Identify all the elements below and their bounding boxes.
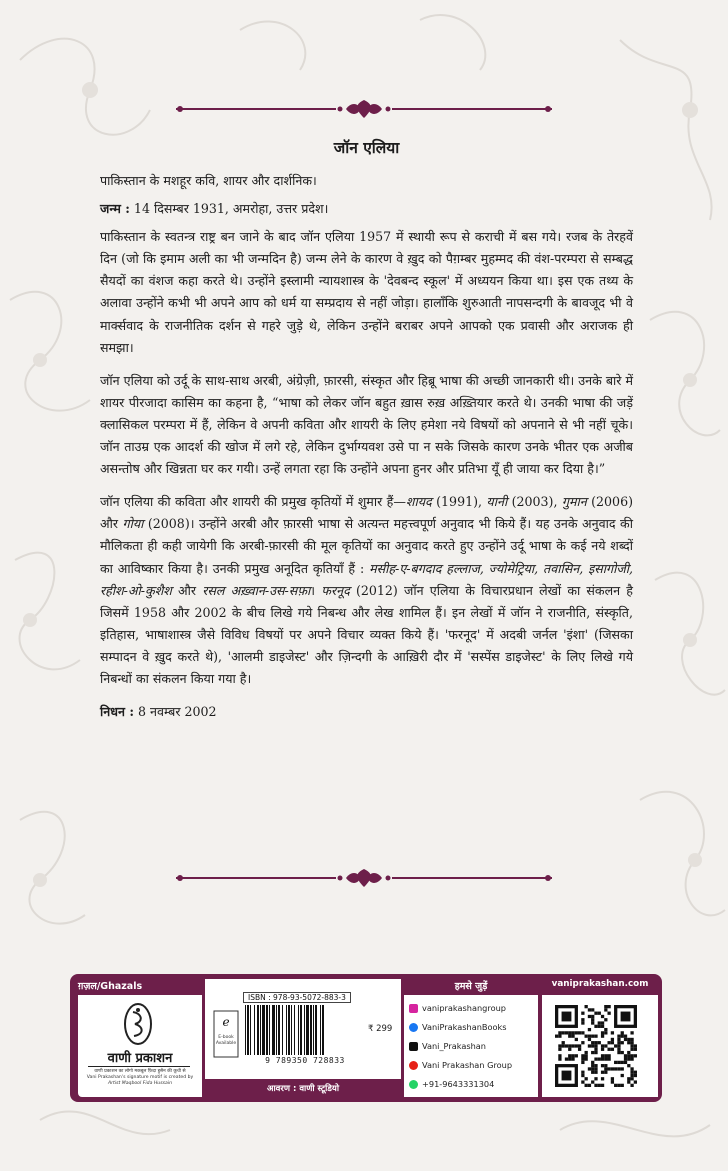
qr-module: [591, 1071, 594, 1074]
publisher-note-english: Vani Prakashan's signature motif is created by: [86, 1075, 194, 1080]
qr-module: [581, 1012, 584, 1015]
publisher-note-hindi: वाणी प्रकाशन का लोगो मकबूल फ़िदा हुसैन की कूची से: [94, 1069, 186, 1074]
qr-module: [621, 1084, 624, 1087]
qr-module: [621, 1074, 624, 1077]
social-youtube[interactable]: [409, 1058, 512, 1072]
qr-module: [594, 1084, 597, 1087]
text-run: (2008)। उन्होंने अरबी और फ़ारसी भाषा से अत्यन्त महत्त्वपूर्ण अनुवाद भी किये हैं। यह उनके अनुवाद की मौलिकता ही कही जायेगी कि अरबी-फ़ारसी की मूल कृतियों का अनुवाद करते हुए उन्होंने उर्दू भाषा के कई नये शब्दों का आविष्कार किया है। उनकी प्रमुख अनूदित कृतियाँ हैं :: [100, 516, 633, 576]
qr-module: [611, 1038, 614, 1041]
qr-module: [601, 1021, 604, 1024]
text-run: (1991),: [431, 494, 487, 510]
text-run: ।: [310, 582, 322, 598]
qr-module: [594, 1044, 597, 1047]
qr-module: [585, 1077, 588, 1080]
qr-module: [617, 1048, 620, 1051]
qr-module: [562, 1044, 565, 1047]
qr-module: [630, 1048, 633, 1051]
qr-module: [558, 1035, 561, 1038]
qr-module: [604, 1031, 607, 1034]
qr-module: [578, 1031, 581, 1034]
qr-module: [601, 1015, 604, 1018]
work-title: गोया: [122, 516, 144, 532]
barcode-bar: [257, 1005, 259, 1055]
qr-module: [604, 1057, 607, 1060]
qr-module: [627, 1051, 630, 1054]
qr-module: [588, 1044, 591, 1047]
qr-module: [581, 1041, 584, 1044]
qr-module: [565, 1031, 568, 1034]
qr-module: [558, 1054, 561, 1057]
biography-paragraph-1: पाकिस्तान के स्वतन्त्र राष्ट्र बन जाने के बाद जॉन एलिया 1957 में स्थायी रूप से कराची में बस गये। रजब के तेरहवें दिन (जो कि इमाम अली का भी जन्मदिन है) जन्म लेने के कारण वे ख़ुद को पैग़म्बर मुहम्मद की वंश-परम्परा से सम्बद्ध सैयदों का वंशज कहा करते थे। उन्होंने इस्लामी न्यायशास्त्र के 'देवबन्द स्कूल' में अध्ययन किया था। इस एक तथ्य के अलावा उन्होंने कभी भी अपने आप को धर्म या सम्प्रदाय से नहीं जोड़ा। हालाँकि शुरुआती नापसन्दगी के बावजूद भी वे मार्क्सवाद के राजनीतिक दर्शन से गहरे जुड़े थे, लेकिन उन्होंने बराबर अपने आपको एक प्रवासी और अराजक ही समझा।: [100, 229, 633, 355]
qr-module: [588, 1038, 591, 1041]
qr-module: [621, 1031, 624, 1034]
birth-line: [100, 198, 633, 220]
qr-module: [581, 1057, 584, 1060]
qr-module: [585, 1084, 588, 1087]
qr-module: [617, 1041, 620, 1044]
category-label: ग़ज़ल/Ghazals: [78, 981, 143, 992]
qr-module: [627, 1080, 630, 1083]
qr-module: [621, 1041, 624, 1044]
qr-module: [565, 1044, 568, 1047]
qr-module: [611, 1080, 614, 1083]
qr-module: [601, 1077, 604, 1080]
isbn-label: ISBN : 978-93-5072-883-3: [243, 992, 351, 1003]
qr-module: [607, 1041, 610, 1044]
qr-module: [591, 1044, 594, 1047]
qr-module: [617, 1084, 620, 1087]
qr-module: [611, 1077, 614, 1080]
qr-module: [568, 1035, 571, 1038]
publisher-artist: Artist Maqbool Fida Hussain: [108, 1081, 172, 1086]
qr-module: [601, 1057, 604, 1060]
qr-module: [617, 1044, 620, 1047]
svg-text:E-book: E-book: [218, 1035, 234, 1040]
qr-module: [585, 1057, 588, 1060]
qr-module: [594, 1071, 597, 1074]
barcode-bar: [298, 1005, 299, 1055]
qr-module: [558, 1048, 561, 1051]
whatsapp-icon: [409, 1080, 418, 1089]
qr-module: [555, 1035, 558, 1038]
barcode-bar: [304, 1005, 305, 1055]
barcode-bar: [288, 1005, 290, 1055]
qr-module: [614, 1061, 617, 1064]
barcode-bar: [282, 1005, 283, 1055]
qr-module: [598, 1021, 601, 1024]
birth-label: जन्म :: [100, 201, 130, 217]
qr-module: [598, 1012, 601, 1015]
qr-module: [585, 1054, 588, 1057]
qr-module: [621, 1067, 624, 1070]
facebook-icon: [409, 1023, 418, 1032]
qr-module: [607, 1005, 610, 1008]
publisher-name: वाणी प्रकाशन: [107, 1051, 173, 1066]
barcode-bar: [294, 1005, 295, 1055]
work-title: फरनूद: [321, 582, 350, 598]
qr-module: [594, 1051, 597, 1054]
qr-module: [565, 1057, 568, 1060]
qr-module: [594, 1048, 597, 1051]
qr-module: [581, 1061, 584, 1064]
qr-module: [601, 1084, 604, 1087]
qr-module: [630, 1057, 633, 1060]
barcode-bar: [310, 1005, 312, 1055]
price-label: ₹ 299: [368, 1024, 393, 1034]
qr-module: [562, 1031, 565, 1034]
isbn-barcode: [243, 1005, 367, 1055]
social-x[interactable]: [409, 1039, 486, 1053]
instagram-icon: [409, 1004, 418, 1013]
barcode-bar: [272, 1005, 275, 1055]
qr-module: [621, 1012, 631, 1022]
work-title: यानी: [486, 494, 508, 510]
qr-module: [585, 1051, 588, 1054]
qr-module: [591, 1015, 594, 1018]
social-handle: VaniPrakashanBooks: [422, 1022, 507, 1032]
qr-module: [630, 1067, 633, 1070]
qr-code-icon: [555, 1005, 637, 1087]
qr-module: [621, 1051, 624, 1054]
publisher-note: [80, 1069, 200, 1087]
work-title: रसल अख़्वान-उस-सफ़ा: [202, 582, 311, 598]
qr-module: [627, 1064, 630, 1067]
qr-module: [588, 1035, 591, 1038]
qr-module: [601, 1054, 604, 1057]
qr-module: [630, 1084, 633, 1087]
work-title: शायद: [405, 494, 432, 510]
qr-module: [614, 1084, 617, 1087]
qr-module: [568, 1054, 571, 1057]
qr-module: [571, 1035, 574, 1038]
qr-module: [627, 1057, 630, 1060]
qr-module: [571, 1044, 574, 1047]
qr-module: [634, 1071, 637, 1074]
qr-module: [571, 1031, 574, 1034]
qr-module: [594, 1077, 597, 1080]
qr-module: [588, 1084, 591, 1087]
qr-module: [627, 1041, 630, 1044]
qr-module: [611, 1048, 614, 1051]
qr-module: [581, 1018, 584, 1021]
qr-module: [588, 1008, 591, 1011]
qr-module: [601, 1031, 604, 1034]
qr-module: [591, 1064, 594, 1067]
social-handle: vaniprakashangroup: [422, 1003, 506, 1013]
qr-module: [621, 1035, 624, 1038]
qr-module: [634, 1054, 637, 1057]
qr-module: [594, 1025, 597, 1028]
death-line: [100, 701, 633, 723]
qr-module: [604, 1044, 607, 1047]
qr-module: [575, 1031, 578, 1034]
barcode-bar: [247, 1005, 249, 1055]
qr-module: [607, 1057, 610, 1060]
qr-module: [581, 1054, 584, 1057]
x-icon: [409, 1042, 418, 1051]
logo-divider: [88, 1066, 190, 1067]
top-ornament: [176, 98, 552, 120]
qr-module: [624, 1054, 627, 1057]
qr-module: [630, 1044, 633, 1047]
qr-module: [591, 1035, 594, 1038]
qr-module: [581, 1071, 584, 1074]
qr-module: [594, 1035, 597, 1038]
website-link[interactable]: vaniprakashan.com: [551, 979, 649, 989]
qr-module: [558, 1057, 561, 1060]
qr-module: [591, 1041, 594, 1044]
social-handle: Vani Prakashan Group: [422, 1060, 513, 1070]
intro-line: पाकिस्तान के मशहूर कवि, शायर और दार्शनिक।: [100, 173, 317, 188]
qr-module: [581, 1080, 584, 1083]
qr-module: [614, 1067, 617, 1070]
qr-module: [630, 1031, 633, 1034]
qr-module: [604, 1028, 607, 1031]
qr-module: [568, 1031, 571, 1034]
qr-module: [562, 1071, 572, 1081]
barcode-bar: [262, 1005, 265, 1055]
qr-module: [617, 1067, 620, 1070]
qr-module: [630, 1038, 633, 1041]
qr-module: [627, 1054, 630, 1057]
social-handle: Vani_Prakashan: [422, 1041, 486, 1051]
qr-module: [624, 1035, 627, 1038]
qr-module: [634, 1074, 637, 1077]
qr-module: [617, 1038, 620, 1041]
biography-section: [100, 136, 633, 734]
work-title: मसीह-ए-बगदाद हल्लाज, ज्योमेट्रिया, तवासिन, इसागोजी, रहीश-ओ-कुशैश: [100, 560, 634, 598]
barcode-bar: [291, 1005, 292, 1055]
qr-module: [588, 1067, 591, 1070]
barcode-bar: [260, 1005, 261, 1055]
qr-module: [634, 1048, 637, 1051]
qr-module: [630, 1077, 633, 1080]
qr-module: [601, 1048, 604, 1051]
qr-module: [594, 1067, 597, 1070]
bottom-ornament: [176, 867, 552, 889]
qr-module: [621, 1061, 624, 1064]
qr-module: [591, 1008, 594, 1011]
barcode-bar: [278, 1005, 280, 1055]
text-run: (2012) जॉन एलिया के विचारप्रधान लेखों का संकलन है जिसमें 1958 और 2002 के बीच लिखे गये निबन्ध और लेख शामिल हैं। इन लेखों में जॉन ने राजनीति, संस्कृति, इतिहास, भाषाशास्त्र जैसे विविध विषयों पर अपने विचार व्यक्त किये हैं। 'फरनूद' में अदबी जर्नल 'इंशा' (जिसका सम्पादन वे ख़ुद करते थे), 'आलमी डाइजेस्ट' और ज़िन्दगी के आख़िरी दौर में 'सस्पेंस डाइजेस्ट' के लिए लिखे गये निबन्धों का संकलन किया गया है।: [100, 582, 633, 686]
qr-module: [575, 1044, 578, 1047]
youtube-icon: [409, 1061, 418, 1070]
qr-module: [604, 1067, 607, 1070]
qr-module: [617, 1061, 620, 1064]
qr-module: [601, 1035, 604, 1038]
barcode-number: 9 789350 728833: [265, 1056, 345, 1065]
connect-heading: हमसे जुड़ें: [454, 981, 488, 992]
qr-module: [588, 1015, 591, 1018]
qr-module: [598, 1084, 601, 1087]
svg-text:e: e: [222, 1015, 230, 1029]
qr-module: [607, 1012, 610, 1015]
qr-module: [630, 1071, 633, 1074]
qr-module: [634, 1044, 637, 1047]
qr-module: [598, 1025, 601, 1028]
social-whatsapp[interactable]: [409, 1077, 494, 1091]
qr-module: [558, 1031, 561, 1034]
qr-module: [601, 1025, 604, 1028]
qr-module: [614, 1044, 617, 1047]
qr-module: [627, 1077, 630, 1080]
qr-module: [598, 1057, 601, 1060]
text-run: (2003),: [507, 494, 562, 510]
qr-module: [585, 1005, 588, 1008]
qr-module: [581, 1021, 584, 1024]
qr-module: [617, 1035, 620, 1038]
qr-module: [575, 1054, 578, 1057]
qr-module: [578, 1048, 581, 1051]
qr-module: [611, 1067, 614, 1070]
social-handle: +91-9643331304: [422, 1079, 495, 1089]
qr-module: [601, 1064, 604, 1067]
barcode-bar: [266, 1005, 268, 1055]
social-facebook[interactable]: [409, 1020, 507, 1034]
qr-module: [624, 1038, 627, 1041]
qr-module: [604, 1005, 607, 1008]
barcode-bar: [320, 1005, 321, 1055]
barcode-bar: [306, 1005, 309, 1055]
qr-module: [604, 1071, 607, 1074]
qr-module: [568, 1048, 571, 1051]
qr-module: [562, 1041, 565, 1044]
qr-module: [604, 1064, 607, 1067]
qr-module: [568, 1044, 571, 1047]
qr-module: [630, 1074, 633, 1077]
biography-paragraph-2: जॉन एलिया को उर्दू के साथ-साथ अरबी, अंग्रेज़ी, फ़ारसी, संस्कृत और हिब्रू भाषा की अच्छी जानकारी थी। उनके बारे में शायर पीरजादा कासिम का कहना है, “भाषा को लेकर जॉन बहुत ख़ास रुख़ अख़्तियार करते थे। उनकी भाषा की जड़ें क्लासिकल परम्परा में हैं, लेकिन वे अपनी कविता और शायरी के लिए हमेशा नये विषयों को अपनाने से भी नहीं चूके। जॉन ताउम्र एक आदर्श की खोज में लगे रहे, लेकिन दुर्भाग्यवश उसे पा न सके जिसके कारण उनके भीतर एक अजीब असन्तोष और खिन्नता घर कर गयी। उन्हें लगता रहा कि उन्होंने अपना हुनर और प्रतिभा यूँ ही जाया कर दिया है।”: [100, 372, 633, 477]
qr-module: [601, 1071, 604, 1074]
qr-module: [591, 1080, 594, 1083]
svg-text:Available: Available: [215, 1041, 237, 1046]
qr-module: [568, 1057, 571, 1060]
qr-module: [607, 1054, 610, 1057]
work-title: गुमान: [561, 494, 587, 510]
qr-module: [611, 1031, 614, 1034]
birth-value: 14 दिसम्बर 1931, अमरोहा, उत्तर प्रदेश।: [129, 201, 329, 217]
barcode-bar: [322, 1005, 324, 1055]
qr-module: [591, 1061, 594, 1064]
qr-module: [588, 1028, 591, 1031]
qr-module: [607, 1048, 610, 1051]
qr-module: [591, 1051, 594, 1054]
barcode-bar: [269, 1005, 270, 1055]
barcode-bar: [300, 1005, 302, 1055]
barcode-bar: [245, 1005, 246, 1055]
barcode-bar: [250, 1005, 251, 1055]
ebook-available-icon: [213, 1010, 239, 1058]
qr-module: [571, 1054, 574, 1057]
barcode-bar: [315, 1005, 317, 1055]
qr-module: [617, 1051, 620, 1054]
text-run: जॉन एलिया की कविता और शायरी की प्रमुख कृतियों में शुमार हैं—: [100, 494, 406, 510]
qr-module: [601, 1044, 604, 1047]
qr-module: [630, 1054, 633, 1057]
text-run: (2006) और: [100, 494, 633, 532]
publisher-logo-icon: [121, 1002, 155, 1046]
qr-module: [630, 1041, 633, 1044]
qr-module: [585, 1035, 588, 1038]
qr-module: [594, 1057, 597, 1060]
qr-module: [611, 1041, 614, 1044]
text-run: और: [171, 582, 203, 598]
qr-module: [591, 1021, 594, 1024]
qr-module: [575, 1038, 578, 1041]
qr-module: [634, 1080, 637, 1083]
qr-module: [571, 1057, 574, 1060]
author-name-heading: जॉन एलिया: [333, 139, 400, 157]
qr-module: [594, 1041, 597, 1044]
qr-module: [591, 1018, 594, 1021]
qr-module: [624, 1061, 627, 1064]
death-value: 8 नवम्बर 2002: [134, 704, 217, 720]
qr-module: [558, 1044, 561, 1047]
barcode-bar: [313, 1005, 314, 1055]
barcode-bar: [276, 1005, 277, 1055]
qr-module: [624, 1057, 627, 1060]
social-instagram[interactable]: [409, 1001, 506, 1015]
qr-module: [594, 1012, 597, 1015]
qr-module: [607, 1067, 610, 1070]
death-label: निधन :: [100, 704, 135, 720]
cover-credit: आवरण : वाणी स्टूडियो: [266, 1084, 340, 1094]
qr-module: [604, 1054, 607, 1057]
qr-module: [604, 1008, 607, 1011]
qr-module: [578, 1044, 581, 1047]
qr-module: [591, 1067, 594, 1070]
qr-module: [581, 1074, 584, 1077]
qr-module: [604, 1018, 607, 1021]
qr-module: [581, 1031, 584, 1034]
qr-module: [594, 1064, 597, 1067]
biography-paragraph-3: [100, 491, 633, 690]
qr-module: [627, 1038, 630, 1041]
barcode-bar: [254, 1005, 255, 1055]
barcode-bar: [286, 1005, 287, 1055]
qr-module: [598, 1041, 601, 1044]
qr-module: [562, 1012, 572, 1022]
